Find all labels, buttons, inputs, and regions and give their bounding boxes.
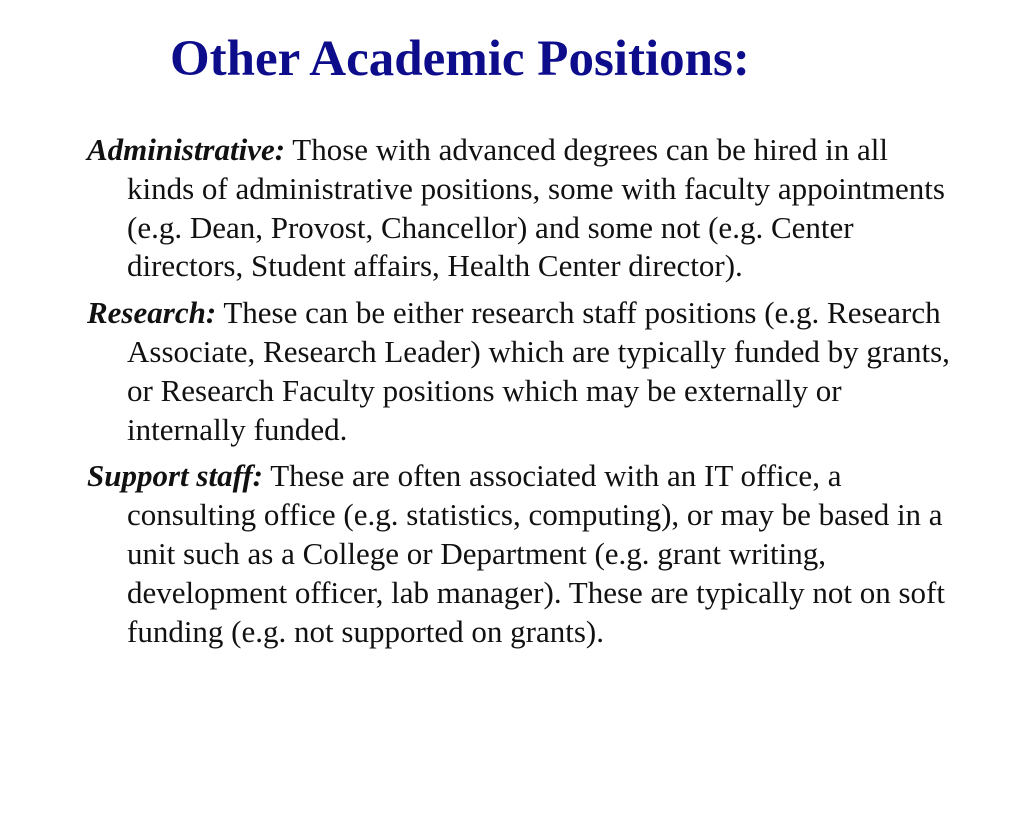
list-item-administrative <box>87 131 957 286</box>
slide-title: Other Academic Positions: <box>170 31 750 87</box>
item-text: These are often associated with an IT office, a consulting office (e.g. statistics, computing), or may be based in a unit such as a College or Department (e.g. grant writing, development officer, lab manager). These are typically not on soft funding (e.g. not supported on grants). <box>127 458 945 649</box>
list-item-support-staff <box>87 457 957 651</box>
position-list <box>87 131 957 659</box>
item-text: These can be either research staff positions (e.g. Research Associate, Research Leader) which are typically funded by grants, or Research Faculty positions which may be externally or internally funded. <box>127 295 950 447</box>
list-item-research <box>87 294 957 449</box>
item-text: Those with advanced degrees can be hired in all kinds of administrative positions, some with faculty appointments (e.g. Dean, Provost, Chancellor) and some not (e.g. Center directors, Student affairs, Health Center director). <box>127 132 945 284</box>
item-term: Administrative: <box>87 132 286 167</box>
item-term: Support staff: <box>87 458 263 494</box>
item-term: Research: <box>87 295 217 331</box>
